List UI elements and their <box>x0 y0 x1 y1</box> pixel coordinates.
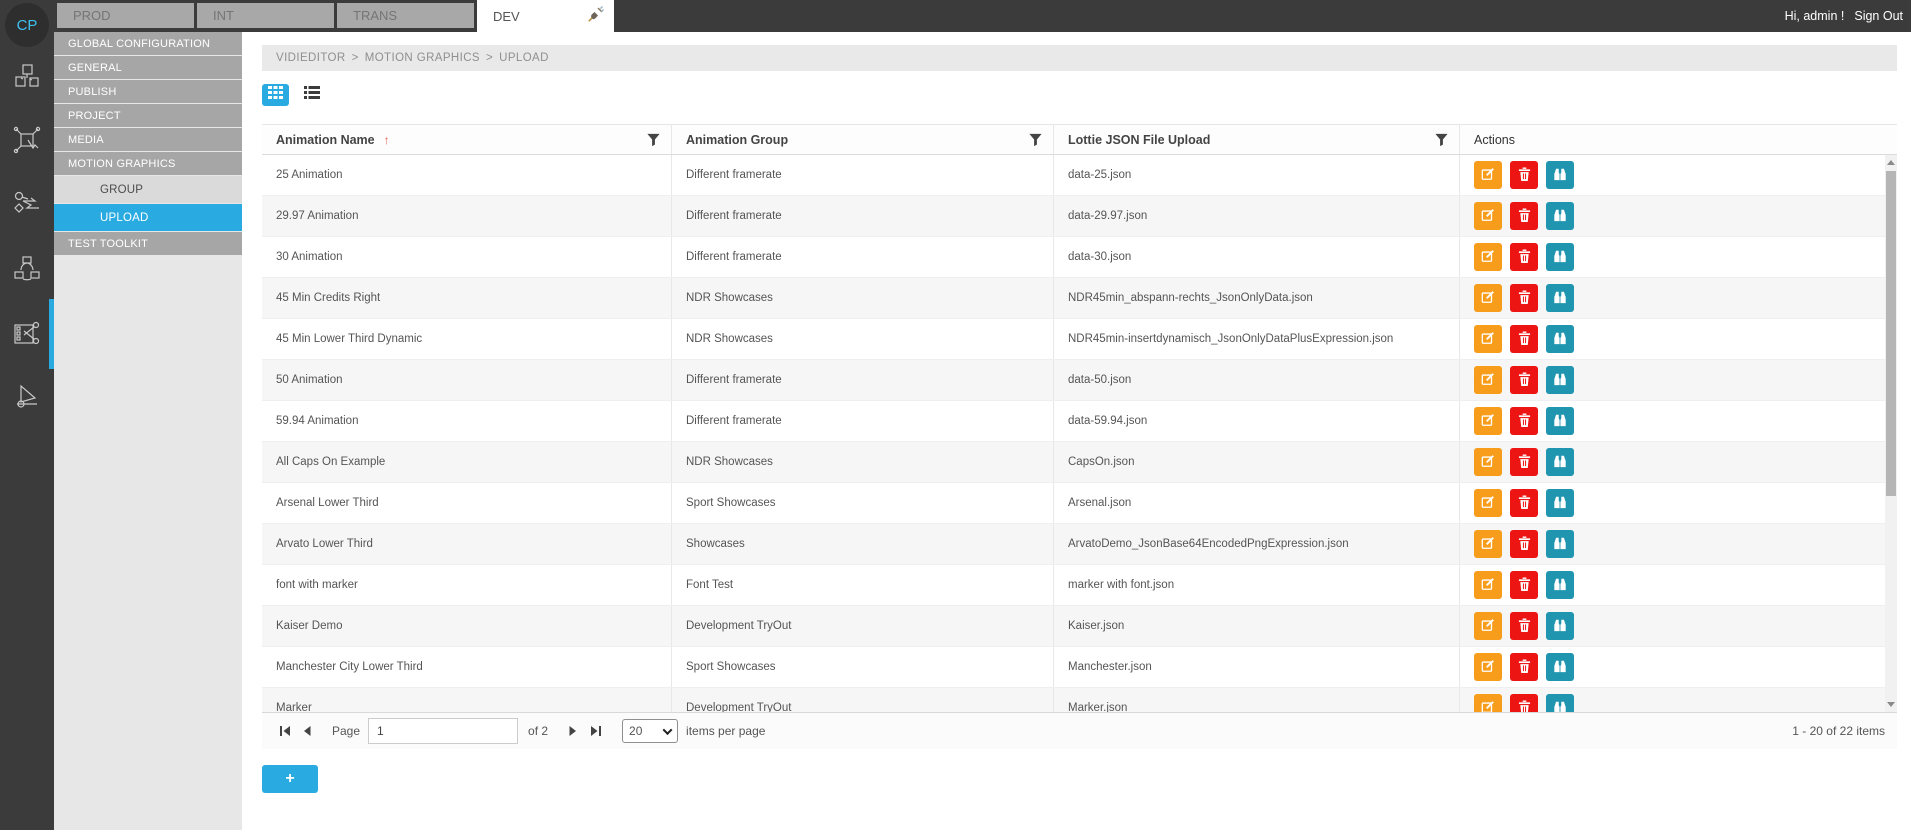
table-row[interactable] <box>262 688 1897 712</box>
cell-file: data-59.94.json <box>1054 401 1460 441</box>
top-bar <box>0 0 1911 32</box>
preview-button[interactable] <box>1546 694 1574 712</box>
sidebar-item-video-editor[interactable] <box>0 302 54 366</box>
scroll-up-icon[interactable] <box>1887 160 1895 165</box>
preview-button[interactable] <box>1546 612 1574 640</box>
table-row[interactable] <box>262 524 1897 565</box>
edit-button[interactable] <box>1474 489 1502 517</box>
interactive-config-icon <box>13 126 41 159</box>
preview-button[interactable] <box>1546 530 1574 558</box>
edit-icon <box>1481 372 1495 389</box>
edit-button[interactable] <box>1474 571 1502 599</box>
delete-icon <box>1518 290 1531 307</box>
sidebar-item-interactive-config[interactable] <box>0 110 54 174</box>
preview-binoculars-icon <box>1553 208 1567 225</box>
table-row[interactable] <box>262 155 1897 196</box>
edit-icon <box>1481 167 1495 184</box>
edit-icon <box>1481 577 1495 594</box>
nav-item-media[interactable]: MEDIA <box>54 128 242 151</box>
preview-binoculars-icon <box>1553 618 1567 635</box>
table-row[interactable] <box>262 401 1897 442</box>
vertical-scrollbar[interactable] <box>1885 155 1897 712</box>
delete-button[interactable] <box>1510 489 1538 517</box>
edit-button[interactable] <box>1474 243 1502 271</box>
preview-binoculars-icon <box>1553 372 1567 389</box>
cell-file: ArvatoDemo_JsonBase64EncodedPngExpression.json <box>1054 524 1460 564</box>
preview-binoculars-icon <box>1553 495 1567 512</box>
table-row[interactable] <box>262 483 1897 524</box>
tab-int[interactable] <box>197 3 334 28</box>
delete-button[interactable] <box>1510 202 1538 230</box>
preview-binoculars-icon <box>1553 249 1567 266</box>
filter-funnel-icon[interactable] <box>1028 132 1043 147</box>
page-size-select[interactable] <box>622 719 678 743</box>
user-greeting: Hi, admin ! <box>1784 9 1845 23</box>
column-title: Actions <box>1474 132 1515 147</box>
delete-icon <box>1518 495 1531 512</box>
last-page-button[interactable] <box>584 720 606 742</box>
tab-label: DEV <box>493 8 520 24</box>
edit-button[interactable] <box>1474 325 1502 353</box>
column-title: Animation Group <box>686 132 789 147</box>
cell-animation-group: NDR Showcases <box>672 278 1054 318</box>
nav-item-motion-graphics[interactable]: MOTION GRAPHICS <box>54 152 242 175</box>
delete-icon <box>1518 413 1531 430</box>
edit-icon <box>1481 249 1495 266</box>
cell-file: data-25.json <box>1054 155 1460 195</box>
cell-animation-name: Arsenal Lower Third <box>262 483 672 523</box>
app-logo: CP <box>5 3 49 47</box>
measure-tool-icon <box>13 382 41 415</box>
sidebar-item-cycle[interactable] <box>0 238 54 302</box>
cell-actions <box>1460 688 1897 712</box>
cell-actions <box>1460 237 1897 277</box>
cell-animation-group: Development TryOut <box>672 688 1054 712</box>
grid-view-icon <box>268 86 283 104</box>
preview-button[interactable] <box>1546 284 1574 312</box>
cell-animation-name: 59.94 Animation <box>262 401 672 441</box>
cell-actions <box>1460 319 1897 359</box>
grid-pager <box>262 712 1897 749</box>
cell-file: NDR45min-insertdynamisch_JsonOnlyDataPlusExpression.json <box>1054 319 1460 359</box>
column-header-actions <box>1460 125 1897 154</box>
tab-dev[interactable] <box>477 0 614 32</box>
delete-button[interactable] <box>1510 612 1538 640</box>
table-row[interactable] <box>262 606 1897 647</box>
cycle-icon <box>13 254 41 287</box>
page-size-value: 20 <box>629 724 643 738</box>
preview-button[interactable] <box>1546 366 1574 394</box>
edit-button[interactable] <box>1474 284 1502 312</box>
view-toolbar <box>262 84 1897 106</box>
cell-actions <box>1460 565 1897 605</box>
delete-icon <box>1518 249 1531 266</box>
cell-file: Manchester.json <box>1054 647 1460 687</box>
cell-actions <box>1460 360 1897 400</box>
cell-animation-name: 45 Min Lower Third Dynamic <box>262 319 672 359</box>
edit-button[interactable] <box>1474 366 1502 394</box>
nav-item-group[interactable]: GROUP <box>54 176 242 203</box>
table-row[interactable] <box>262 442 1897 483</box>
breadcrumb-separator: > <box>486 52 494 64</box>
cell-file: data-30.json <box>1054 237 1460 277</box>
preview-button[interactable] <box>1546 448 1574 476</box>
sidebar-item-modules[interactable] <box>0 46 54 110</box>
cell-actions <box>1460 524 1897 564</box>
delete-icon <box>1518 618 1531 635</box>
cell-animation-group: Different framerate <box>672 196 1054 236</box>
main-content <box>242 32 1911 830</box>
next-page-button[interactable] <box>562 720 584 742</box>
column-header-animation-group[interactable] <box>672 125 1054 154</box>
cell-actions <box>1460 442 1897 482</box>
cell-actions <box>1460 647 1897 687</box>
nav-item-upload[interactable]: UPLOAD <box>54 204 242 231</box>
cell-animation-group: Different framerate <box>672 155 1054 195</box>
cell-animation-name: Kaiser Demo <box>262 606 672 646</box>
config-nav <box>54 32 242 830</box>
column-title: Lottie JSON File Upload <box>1068 132 1211 147</box>
nav-item-global-configuration[interactable]: GLOBAL CONFIGURATION <box>54 32 242 55</box>
delete-icon <box>1518 331 1531 348</box>
edit-button[interactable] <box>1474 202 1502 230</box>
page-of-label: of 2 <box>528 724 549 738</box>
nav-item-project[interactable]: PROJECT <box>54 104 242 127</box>
delete-button[interactable] <box>1510 571 1538 599</box>
preview-binoculars-icon <box>1553 290 1567 307</box>
cell-actions <box>1460 196 1897 236</box>
icon-sidebar <box>0 0 54 830</box>
cell-animation-group: Showcases <box>672 524 1054 564</box>
cell-file: Kaiser.json <box>1054 606 1460 646</box>
preview-binoculars-icon <box>1553 659 1567 676</box>
edit-icon <box>1481 331 1495 348</box>
cell-file: CapsOn.json <box>1054 442 1460 482</box>
edit-icon <box>1481 618 1495 635</box>
workflow-icon <box>13 190 41 223</box>
edit-icon <box>1481 208 1495 225</box>
plug-icon <box>587 6 604 26</box>
delete-button[interactable] <box>1510 325 1538 353</box>
tab-label: INT <box>213 8 234 23</box>
cell-animation-name: 29.97 Animation <box>262 196 672 236</box>
breadcrumb-item-vidieditor[interactable]: VIDIEDITOR <box>276 52 346 64</box>
cell-file: NDR45min_abspann-rechts_JsonOnlyData.json <box>1054 278 1460 318</box>
table-row[interactable] <box>262 360 1897 401</box>
grid-body-rows <box>262 155 1897 712</box>
preview-button[interactable] <box>1546 571 1574 599</box>
cell-animation-group: Font Test <box>672 565 1054 605</box>
cell-animation-name: font with marker <box>262 565 672 605</box>
cell-actions <box>1460 278 1897 318</box>
preview-binoculars-icon <box>1553 536 1567 553</box>
preview-button[interactable] <box>1546 653 1574 681</box>
delete-button[interactable] <box>1510 694 1538 712</box>
delete-icon <box>1518 167 1531 184</box>
column-title: Animation Name <box>276 132 375 147</box>
delete-button[interactable] <box>1510 366 1538 394</box>
delete-icon <box>1518 700 1531 713</box>
cell-file: Arsenal.json <box>1054 483 1460 523</box>
cell-animation-name: 50 Animation <box>262 360 672 400</box>
sidebar-item-workflow[interactable] <box>0 174 54 238</box>
edit-button[interactable] <box>1474 530 1502 558</box>
preview-button[interactable] <box>1546 161 1574 189</box>
table-row[interactable] <box>262 319 1897 360</box>
column-header-animation-name[interactable] <box>262 125 672 154</box>
items-per-page-label: items per page <box>686 724 766 738</box>
delete-button[interactable] <box>1510 161 1538 189</box>
delete-icon <box>1518 577 1531 594</box>
table-row[interactable] <box>262 196 1897 237</box>
tab-label: TRANS <box>353 8 398 23</box>
list-view-icon <box>304 86 320 104</box>
uploads-grid <box>262 124 1897 749</box>
preview-button[interactable] <box>1546 407 1574 435</box>
edit-icon <box>1481 413 1495 430</box>
nav-item-publish[interactable]: PUBLISH <box>54 80 242 103</box>
edit-button[interactable] <box>1474 653 1502 681</box>
chevron-down-icon <box>663 725 673 735</box>
cell-file: data-29.97.json <box>1054 196 1460 236</box>
cell-animation-group: Different framerate <box>672 401 1054 441</box>
delete-button[interactable] <box>1510 284 1538 312</box>
preview-binoculars-icon <box>1553 700 1567 713</box>
previous-page-button[interactable] <box>296 720 318 742</box>
filter-funnel-icon[interactable] <box>646 132 661 147</box>
cell-actions <box>1460 401 1897 441</box>
delete-icon <box>1518 372 1531 389</box>
scrollbar-thumb[interactable] <box>1886 171 1896 496</box>
cell-animation-group: Development TryOut <box>672 606 1054 646</box>
cell-animation-name: 30 Animation <box>262 237 672 277</box>
cell-animation-group: NDR Showcases <box>672 442 1054 482</box>
edit-icon <box>1481 495 1495 512</box>
tab-trans[interactable] <box>337 3 474 28</box>
edit-icon <box>1481 454 1495 471</box>
cell-file: marker with font.json <box>1054 565 1460 605</box>
cell-animation-group: Different framerate <box>672 237 1054 277</box>
sidebar-item-measure-tool[interactable] <box>0 366 54 430</box>
pager-summary: 1 - 20 of 22 items <box>1792 724 1885 738</box>
breadcrumb <box>262 45 1897 71</box>
sign-out-link[interactable]: Sign Out <box>1854 9 1903 23</box>
sort-asc-icon: ↑ <box>383 132 390 147</box>
preview-binoculars-icon <box>1553 577 1567 594</box>
add-animation-button[interactable]: + <box>262 765 318 793</box>
cell-animation-group: Sport Showcases <box>672 647 1054 687</box>
cell-animation-group: Sport Showcases <box>672 483 1054 523</box>
cell-file: data-50.json <box>1054 360 1460 400</box>
table-row[interactable] <box>262 647 1897 688</box>
preview-binoculars-icon <box>1553 454 1567 471</box>
delete-button[interactable] <box>1510 243 1538 271</box>
edit-icon <box>1481 659 1495 676</box>
cell-animation-name: Manchester City Lower Third <box>262 647 672 687</box>
table-row[interactable] <box>262 565 1897 606</box>
env-tabs <box>57 0 617 32</box>
grid-view-button[interactable] <box>262 84 289 106</box>
preview-binoculars-icon <box>1553 167 1567 184</box>
delete-button[interactable] <box>1510 653 1538 681</box>
scroll-down-icon[interactable] <box>1887 702 1895 707</box>
edit-icon <box>1481 290 1495 307</box>
edit-button[interactable] <box>1474 448 1502 476</box>
cell-actions <box>1460 483 1897 523</box>
cell-animation-name: 25 Animation <box>262 155 672 195</box>
cell-animation-group: NDR Showcases <box>672 319 1054 359</box>
column-header-lottie-json-file-upload[interactable] <box>1054 125 1460 154</box>
edit-button[interactable] <box>1474 694 1502 712</box>
breadcrumb-separator: > <box>351 52 359 64</box>
video-editor-icon <box>12 317 42 352</box>
preview-button[interactable] <box>1546 243 1574 271</box>
tab-prod[interactable] <box>57 3 194 28</box>
nav-item-test-toolkit[interactable]: TEST TOOLKIT <box>54 232 242 255</box>
page-label: Page <box>332 724 361 738</box>
cell-animation-name: Marker <box>262 688 672 712</box>
cell-file: Marker.json <box>1054 688 1460 712</box>
edit-button[interactable] <box>1474 407 1502 435</box>
preview-binoculars-icon <box>1553 331 1567 348</box>
cell-animation-name: All Caps On Example <box>262 442 672 482</box>
delete-button[interactable] <box>1510 530 1538 558</box>
delete-icon <box>1518 454 1531 471</box>
preview-button[interactable] <box>1546 489 1574 517</box>
cell-animation-group: Different framerate <box>672 360 1054 400</box>
table-row[interactable] <box>262 237 1897 278</box>
delete-button[interactable] <box>1510 407 1538 435</box>
breadcrumb-item-upload[interactable]: UPLOAD <box>499 52 549 64</box>
modules-cubes-icon <box>13 62 41 95</box>
grid-header <box>262 125 1897 155</box>
tab-label: PROD <box>73 8 111 23</box>
preview-button[interactable] <box>1546 202 1574 230</box>
delete-icon <box>1518 208 1531 225</box>
cell-animation-name: Arvato Lower Third <box>262 524 672 564</box>
filter-funnel-icon[interactable] <box>1434 132 1449 147</box>
table-row[interactable] <box>262 278 1897 319</box>
delete-icon <box>1518 536 1531 553</box>
list-view-button[interactable] <box>298 84 325 106</box>
delete-button[interactable] <box>1510 448 1538 476</box>
cell-actions <box>1460 606 1897 646</box>
nav-item-general[interactable]: GENERAL <box>54 56 242 79</box>
edit-button[interactable] <box>1474 612 1502 640</box>
preview-binoculars-icon <box>1553 413 1567 430</box>
edit-icon <box>1481 700 1495 713</box>
first-page-button[interactable] <box>274 720 296 742</box>
cell-actions <box>1460 155 1897 195</box>
edit-icon <box>1481 536 1495 553</box>
grid-body <box>262 155 1897 712</box>
edit-button[interactable] <box>1474 161 1502 189</box>
cell-animation-name: 45 Min Credits Right <box>262 278 672 318</box>
page-number-input[interactable] <box>368 718 518 744</box>
delete-icon <box>1518 659 1531 676</box>
preview-button[interactable] <box>1546 325 1574 353</box>
breadcrumb-item-motion-graphics[interactable]: MOTION GRAPHICS <box>364 52 480 64</box>
